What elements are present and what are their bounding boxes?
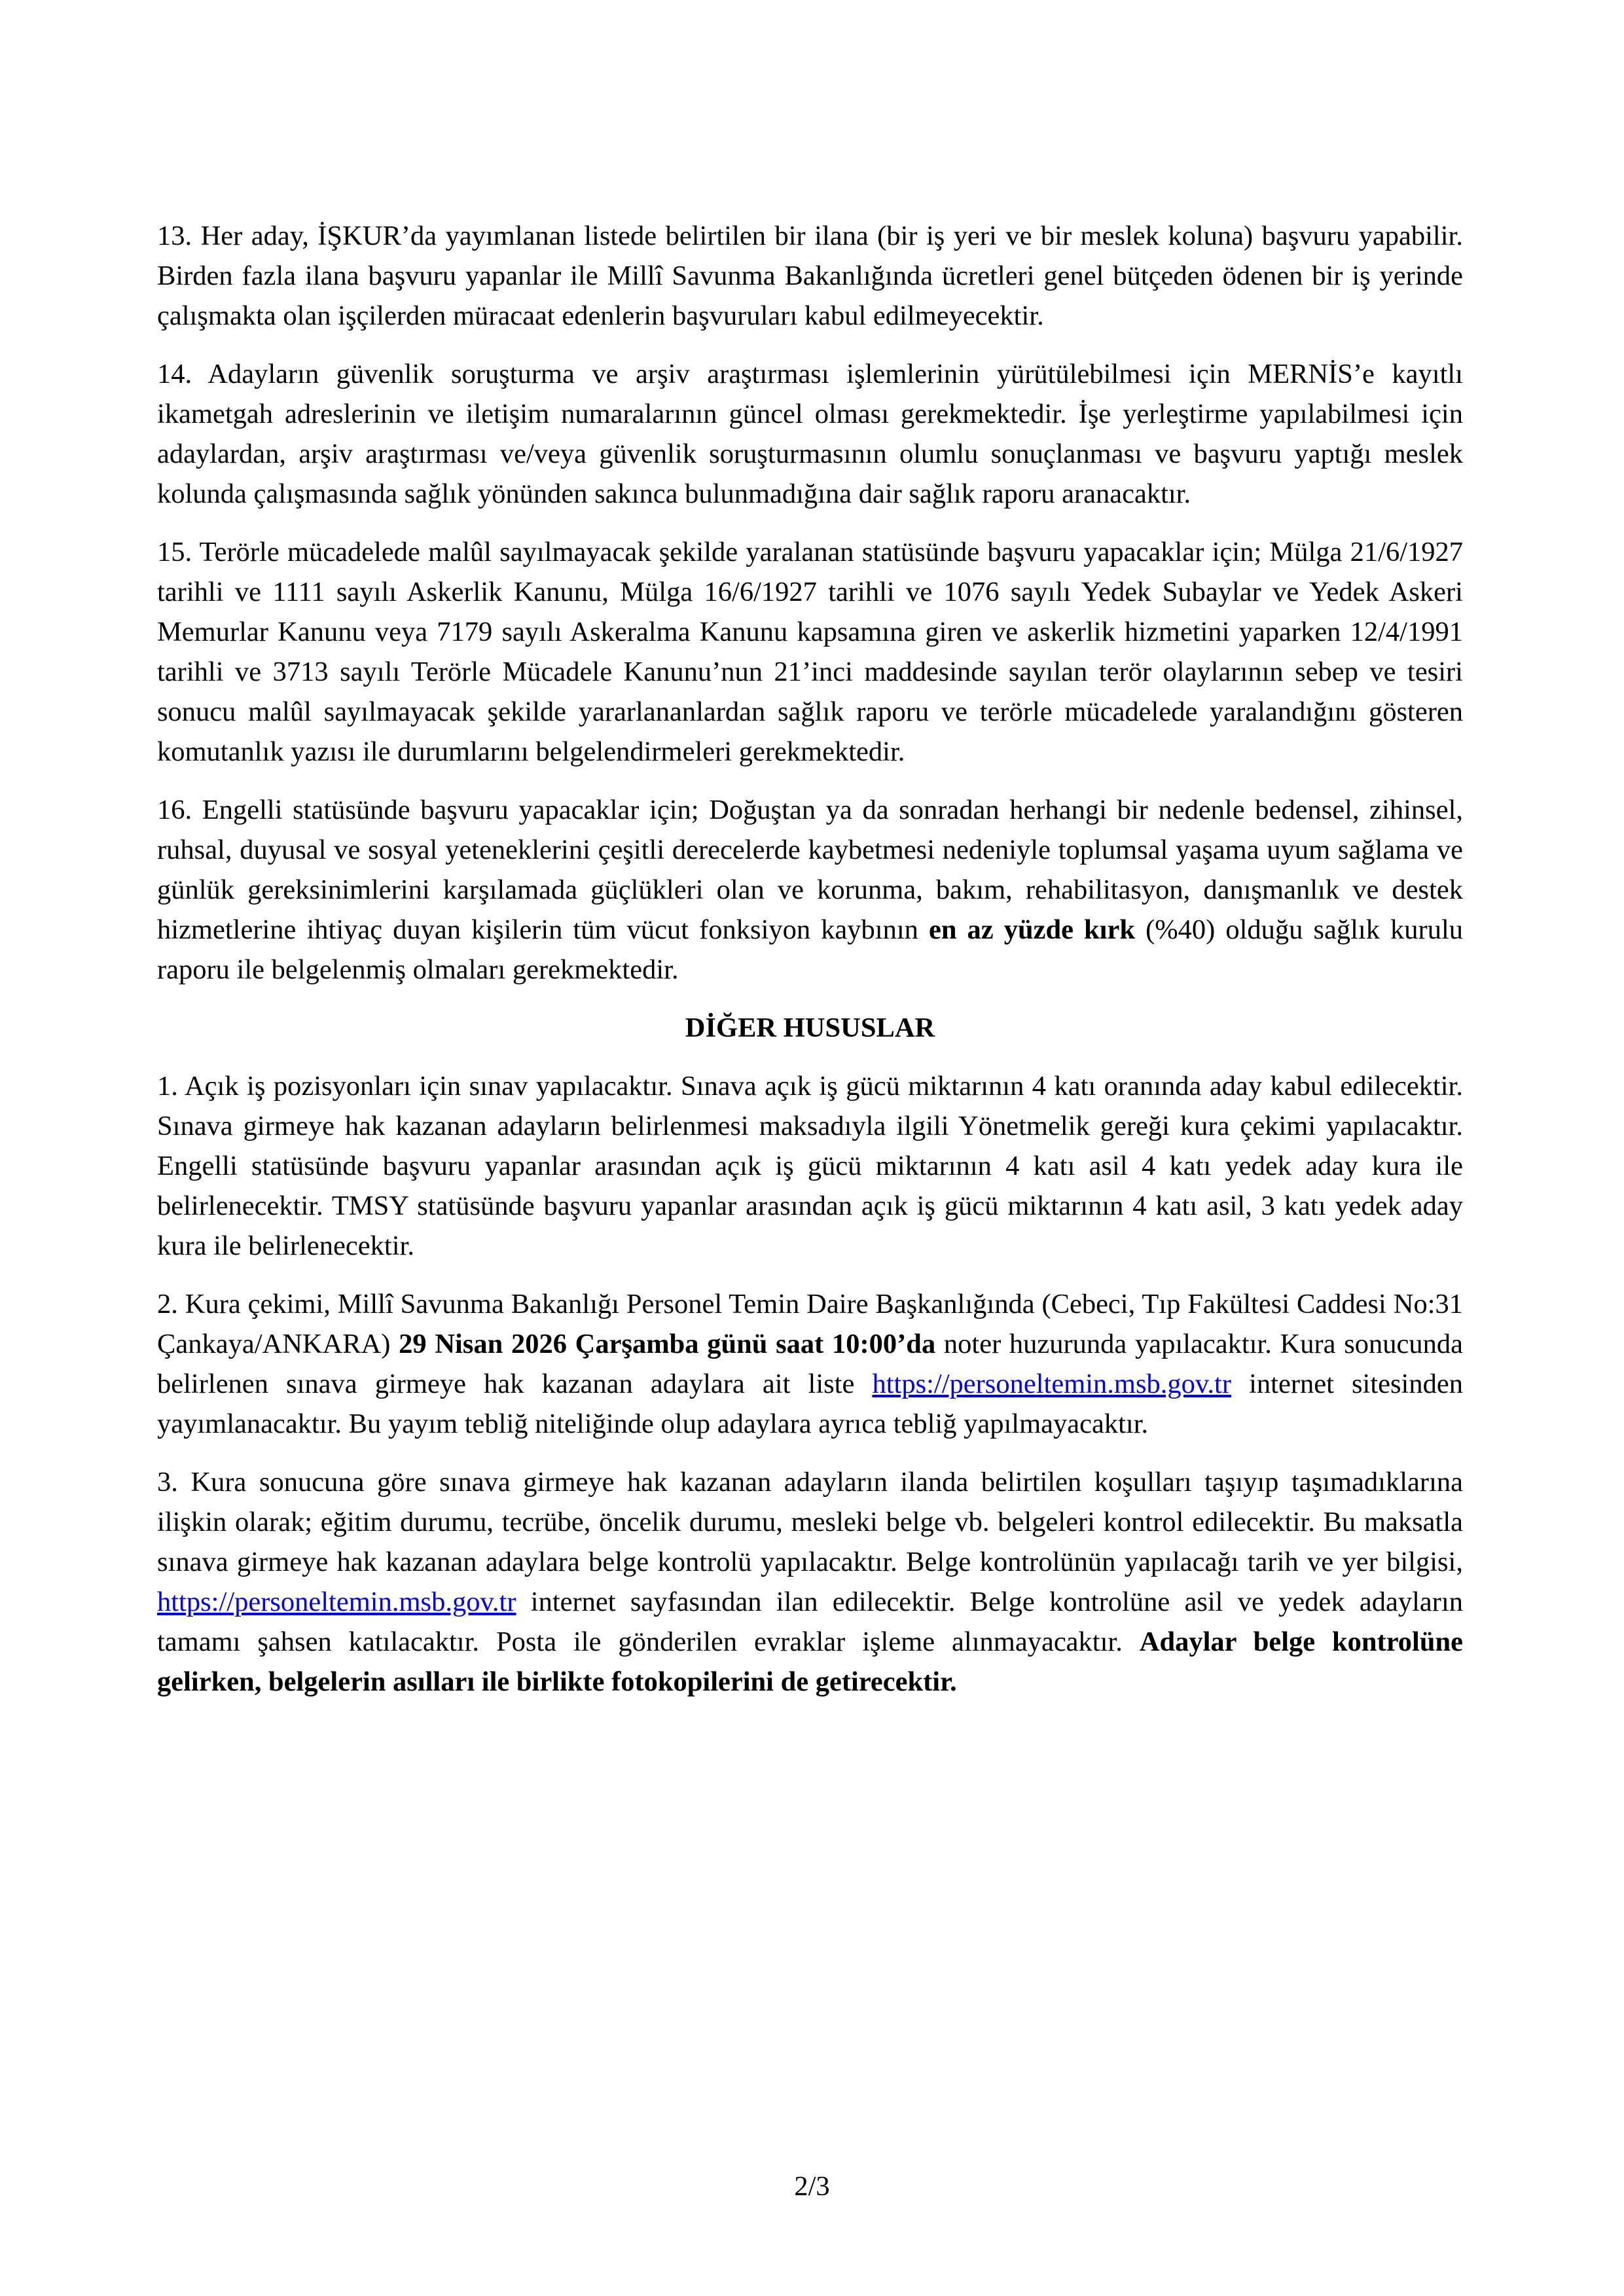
paragraph-15: 15. Terörle mücadelede malûl sayılmayacak şekilde yaralanan statüsünde başvuru yapacaklar için; Mülga 21/6/1927 tarihli ve 1111 sayılı Askerlik Kanunu, Mülga 16/6/1927 tarihli ve 1076 sayılı Yedek Subaylar ve Yedek Askeri Memurlar Kanunu veya 7179 sayılı Askeralma Kanunu kapsamına giren ve askerlik hizmetini yaparken 12/4/1991 tarihli ve 3713 sayılı Terörle Mücadele Kanunu’nun 21’inci maddesinde sayılan terör olaylarının sebep ve tesiri sonucu malûl sayılmayacak şekilde yararlananlardan sağlık raporu ve terörle mücadelede yaralandığını gösteren komutanlık yazısı ile durumlarını belgelendirmeleri gerekmektedir. [157,537,1463,767]
personel-temin-link[interactable]: https://personeltemin.msb.gov.tr [157,1587,516,1617]
paragraph-16-bold: en az yüzde kırk [928,914,1135,945]
other-item-3 [157,1462,1463,1702]
draw-date-bold: 29 Nisan 2026 Çarşamba günü saat 10:00’da [399,1329,936,1359]
page-number: 2/3 [794,2171,830,2202]
paragraph-16-text-2: (%40) olduğu sağlık kurulu raporu ile belgelenmiş olmaları gerekmektedir. [157,914,1464,985]
document-body [157,216,1463,1720]
paragraph-14: 14. Adayların güvenlik soruşturma ve arşiv araştırması işlemlerinin yürütülebilmesi için MERNİS’e kayıtlı ikametgah adreslerinin ve iletişim numaralarının güncel olması gerekmektedir. İşe yerleştirme yapılabilmesi için adaylardan, arşiv araştırması ve/veya güvenlik soruşturmasının olumlu sonuçlanması ve başvuru yaptığı meslek kolunda çalışmasında sağlık yönünden sakınca bulunmadığına dair sağlık raporu aranacaktır. [157,359,1463,509]
other-item-3-text-2: internet sayfasından ilan edilecektir. Belge kontrolüne asil ve yedek adayların tamamı şahsen katılacaktır. Posta ile gönderilen evraklar işleme alınmayacaktır. [157,1587,1463,1657]
other-item-2-text-2: noter huzurunda yapılacaktır. Kura sonucunda belirlenen sınava girmeye hak kazanan adaylara ait liste [157,1329,1463,1399]
personel-temin-link[interactable]: https://personeltemin.msb.gov.tr [872,1369,1231,1399]
other-item-3-text-1: 3. Kura sonucuna göre sınava girmeye hak kazanan adayların ilanda belirtilen koşulları taşıyıp taşımadıklarına ilişkin olarak; eğitim durumu, tecrübe, öncelik durumu, mesleki belge vb. belgeleri kontrol edilecektir. Bu maksatla sınava girmeye hak kazanan adaylara belge kontrolü yapılacaktır. Belge kontrolünün yapılacağı tarih ve yer bilgisi, [157,1467,1463,1577]
other-item-2-text-3: internet sitesinden yayımlanacaktır. Bu yayım tebliğ niteliğinde olup adaylara ayrıca tebliğ yapılmayacaktır. [157,1369,1463,1439]
other-item-2-text-1: 2. Kura çekimi, Millî Savunma Bakanlığı Personel Temin Daire Başkanlığında (Cebeci, Tıp Fakültesi Caddesi No:31 Çankaya/ANKARA) [157,1289,1463,1359]
other-item-3-bold: Adaylar belge kontrolüne gelirken, belgelerin asılları ile birlikte fotokopilerini de getirecektir. [157,1626,1464,1697]
paragraph-13: 13. Her aday, İŞKUR’da yayımlanan listede belirtilen bir ilana (bir iş yeri ve bir meslek koluna) başvuru yapabilir. Birden fazla ilana başvuru yapanlar ile Millî Savunma Bakanlığında ücretleri genel bütçeden ödenen bir iş yerinde çalışmakta olan işçilerden müracaat edenlerin başvuruları kabul edilmeyecektir. [157,221,1463,331]
other-item-2 [157,1284,1463,1444]
section-title: DİĞER HUSUSLAR [685,1013,935,1043]
paragraph-16 [157,790,1463,990]
other-item-1: 1. Açık iş pozisyonları için sınav yapılacaktır. Sınava açık iş gücü miktarının 4 katı oranında aday kabul edilecektir. Sınava girmeye hak kazanan adayların belirlenmesi maksadıyla ilgili Yönetmelik gereği kura çekimi yapılacaktır. Engelli statüsünde başvuru yapanlar arasından açık iş gücü miktarının 4 katı asil 4 katı yedek aday kura ile belirlenecektir. TMSY statüsünde başvuru yapanlar arasından açık iş gücü miktarının 4 katı asil, 3 katı yedek aday kura ile belirlenecektir. [157,1071,1463,1261]
paragraph-16-text-1: 16. Engelli statüsünde başvuru yapacaklar için; Doğuştan ya da sonradan herhangi bir nedenle bedensel, zihinsel, ruhsal, duyusal ve sosyal yeteneklerini çeşitli derecelerde kaybetmesi nedeniyle toplumsal yaşama uyum sağlama ve günlük gereksinimlerini karşılamada güçlükleri olan ve korunma, bakım, rehabilitasyon, danışmanlık ve destek hizmetlerine ihtiyaç duyan kişilerin tüm vücut fonksiyon kaybının [157,795,1463,945]
